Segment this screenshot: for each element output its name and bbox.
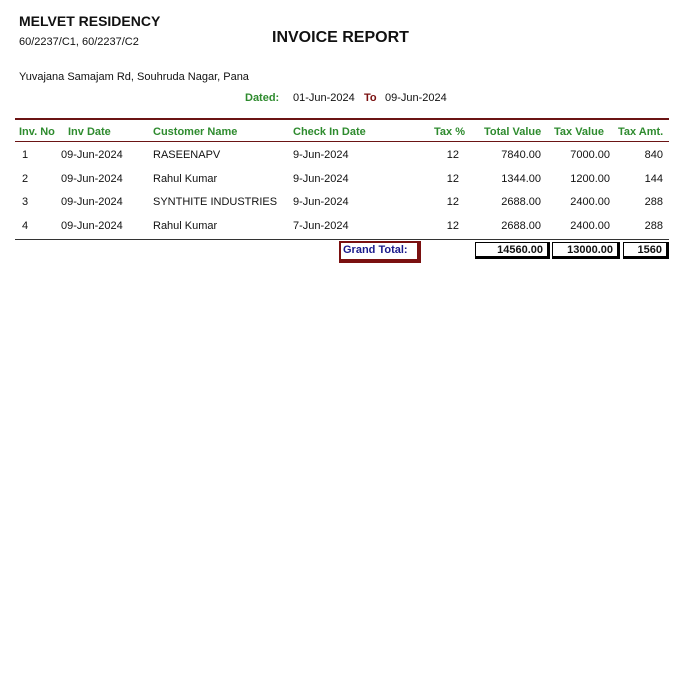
date-to: 09-Jun-2024 [385, 92, 447, 104]
cell-total-value: 7840.00 [501, 149, 541, 161]
cell-tax-value: 1200.00 [570, 173, 610, 185]
cell-check-in-date: 9-Jun-2024 [293, 196, 349, 208]
cell-total-value: 2688.00 [501, 196, 541, 208]
table-header-rule [15, 141, 669, 142]
table-bottom-rule [15, 239, 669, 240]
cell-inv-date: 09-Jun-2024 [61, 173, 123, 185]
cell-total-value: 2688.00 [501, 220, 541, 232]
cell-total-value: 1344.00 [501, 173, 541, 185]
cell-tax-amt: 288 [644, 220, 663, 232]
cell-inv-date: 09-Jun-2024 [61, 149, 123, 161]
col-check-in-date: Check In Date [293, 126, 366, 138]
cell-tax-percent: 12 [446, 149, 459, 161]
report-title: INVOICE REPORT [272, 29, 409, 46]
cell-customer-name: Rahul Kumar [153, 220, 218, 232]
cell-tax-amt: 288 [644, 196, 663, 208]
date-from: 01-Jun-2024 [293, 92, 355, 104]
grand-total-label: Grand Total: [343, 244, 408, 256]
cell-tax-percent: 12 [446, 196, 459, 208]
cell-check-in-date: 9-Jun-2024 [293, 149, 349, 161]
company-address: Yuvajana Samajam Rd, Souhruda Nagar, Pana [19, 71, 249, 83]
table-top-rule [15, 118, 669, 120]
cell-customer-name: Rahul Kumar [153, 173, 218, 185]
cell-tax-value: 7000.00 [570, 149, 610, 161]
cell-inv-date: 09-Jun-2024 [61, 220, 123, 232]
grand-total-label-box [339, 241, 421, 263]
cell-check-in-date: 9-Jun-2024 [293, 173, 349, 185]
col-tax-value: Tax Value [554, 126, 604, 138]
col-tax-percent: Tax % [434, 126, 465, 138]
grand-tax-value: 13000.00 [552, 242, 620, 259]
cell-tax-percent: 12 [446, 173, 459, 185]
dated-label: Dated: [245, 92, 280, 104]
cell-tax-value: 2400.00 [570, 220, 610, 232]
cell-inv-no: 1 [22, 149, 29, 161]
col-total-value: Total Value [484, 126, 542, 138]
cell-check-in-date: 7-Jun-2024 [293, 220, 349, 232]
company-code: 60/2237/C1, 60/2237/C2 [19, 36, 139, 48]
col-inv-no: Inv. No [19, 126, 55, 138]
cell-tax-amt: 144 [644, 173, 663, 185]
cell-inv-no: 4 [22, 220, 29, 232]
col-inv-date: Inv Date [68, 126, 111, 138]
cell-tax-amt: 840 [644, 149, 663, 161]
cell-inv-date: 09-Jun-2024 [61, 196, 123, 208]
col-customer-name: Customer Name [153, 126, 238, 138]
to-label: To [364, 92, 377, 104]
company-name: MELVET RESIDENCY [19, 13, 161, 29]
cell-customer-name: RASEENAPV [153, 149, 221, 161]
grand-tax-amt: 1560 [623, 242, 669, 259]
cell-tax-value: 2400.00 [570, 196, 610, 208]
cell-inv-no: 3 [22, 196, 29, 208]
cell-customer-name: SYNTHITE INDUSTRIES [153, 196, 278, 208]
cell-inv-no: 2 [22, 173, 29, 185]
cell-tax-percent: 12 [446, 220, 459, 232]
grand-total-value: 14560.00 [475, 242, 550, 259]
col-tax-amt: Tax Amt. [618, 126, 664, 138]
